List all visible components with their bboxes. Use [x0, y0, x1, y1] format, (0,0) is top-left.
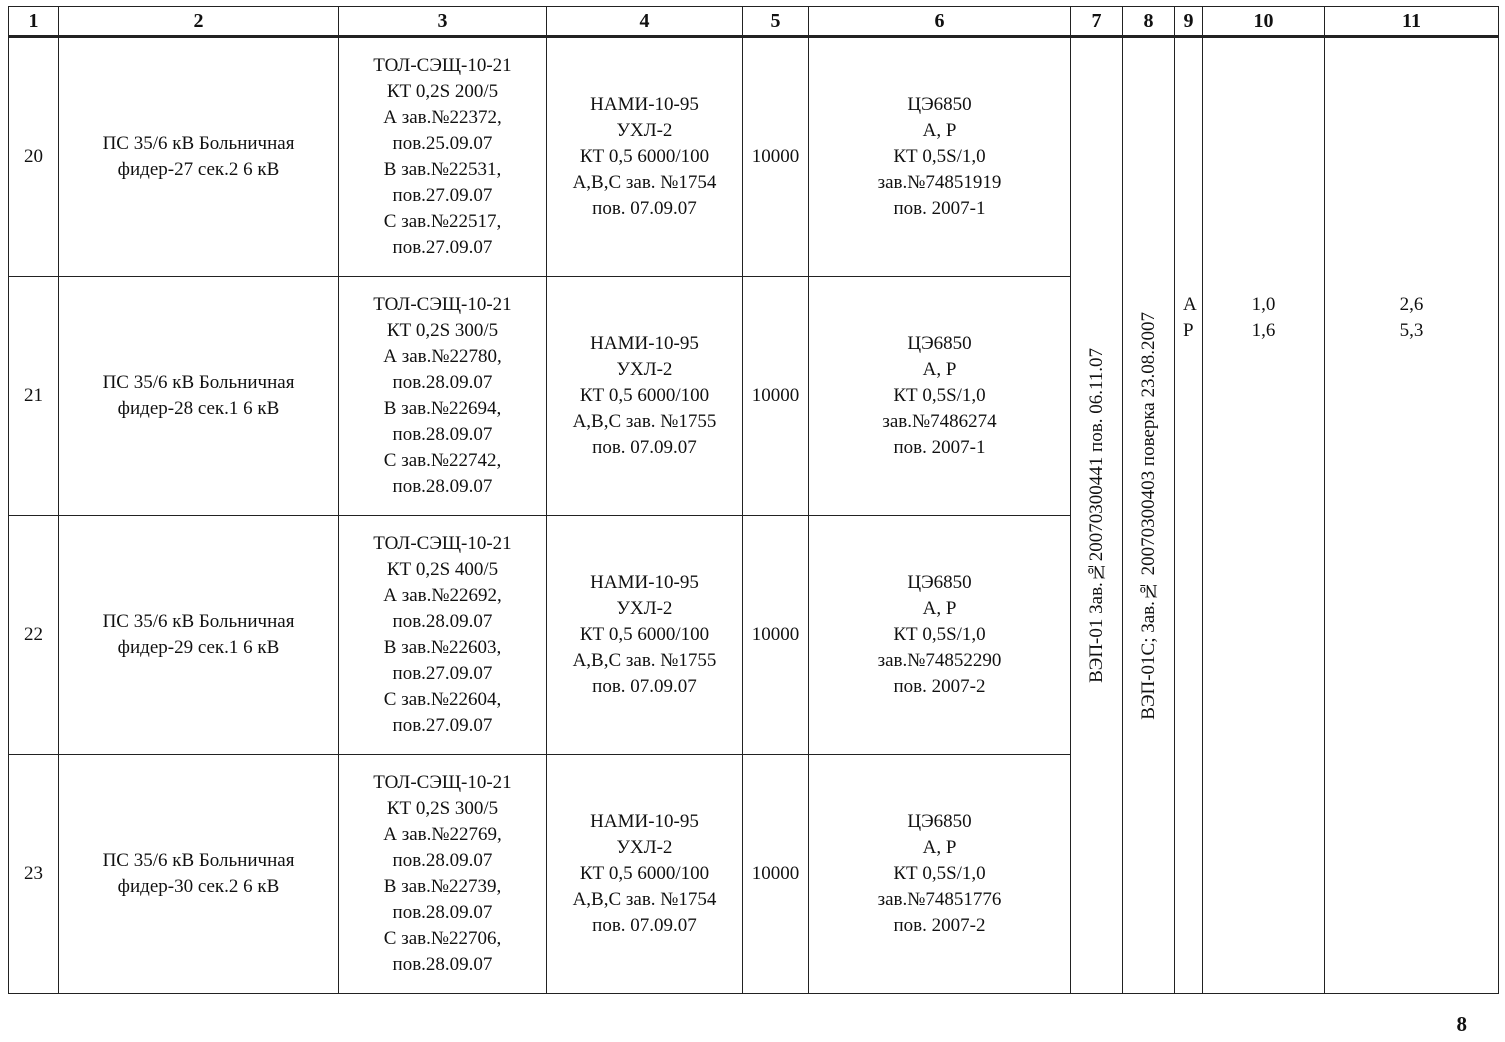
- current-transformer-line: С зав.№22706,: [383, 928, 502, 949]
- meter-info-line: зав.№74851919: [877, 172, 1002, 193]
- voltage-transformer-line: НАМИ-10-95: [590, 811, 699, 832]
- page-number: 8: [1456, 1012, 1467, 1036]
- header-col-5: 5: [743, 7, 809, 37]
- device-8-cell: [1123, 37, 1175, 994]
- meter-info-line: А, Р: [922, 359, 957, 380]
- meter-info-line: зав.№7486274: [882, 411, 997, 432]
- meter-info-line: КТ 0,5S/1,0: [893, 863, 986, 884]
- header-col-7: 7: [1071, 7, 1123, 37]
- current-transformer-line: КТ 0,2S 300/5: [386, 798, 499, 819]
- meter-info-line: КТ 0,5S/1,0: [893, 624, 986, 645]
- current-transformer-line: В зав.№22694,: [383, 398, 502, 419]
- current-transformer-line: В зав.№22739,: [383, 876, 502, 897]
- voltage-transformer: [547, 277, 743, 516]
- current-transformer-line: пов.28.09.07: [392, 850, 493, 871]
- accuracy-10-line: 1,0: [1251, 294, 1276, 315]
- current-transformer-line: пов.28.09.07: [392, 424, 493, 445]
- current-transformer-line: В зав.№22603,: [383, 637, 502, 658]
- meter-info: [809, 277, 1071, 516]
- meter-info-line: пов. 2007-2: [893, 915, 986, 936]
- current-transformer-line: пов.28.09.07: [392, 954, 493, 975]
- meter-info-line: КТ 0,5S/1,0: [893, 146, 986, 167]
- meter-info-line: А, Р: [922, 837, 957, 858]
- current-transformer-line: С зав.№22604,: [383, 689, 502, 710]
- meter-info-line: ЦЭ6850: [907, 333, 972, 354]
- voltage-transformer-line: пов. 07.09.07: [592, 676, 697, 697]
- meter-info-line: А, Р: [922, 598, 957, 619]
- object-name-line: фидер-30 сек.2 6 кВ: [117, 876, 280, 897]
- current-transformer-line: КТ 0,2S 300/5: [386, 320, 499, 341]
- row-number: 20: [9, 37, 59, 277]
- current-transformer-line: пов.28.09.07: [392, 902, 493, 923]
- coefficient: 10000: [743, 516, 809, 755]
- current-transformer-line: КТ 0,2S 400/5: [386, 559, 499, 580]
- voltage-transformer-line: УХЛ-2: [616, 598, 673, 619]
- object-name-line: фидер-28 сек.1 6 кВ: [117, 398, 280, 419]
- current-transformer-line: пов.28.09.07: [392, 611, 493, 632]
- voltage-transformer-line: КТ 0,5 6000/100: [579, 385, 710, 406]
- object-name-line: ПС 35/6 кВ Больничная: [102, 372, 295, 393]
- voltage-transformer-line: А,В,С зав. №1754: [572, 172, 717, 193]
- current-transformer-line: ТОЛ-СЭЩ-10-21: [373, 772, 512, 793]
- current-transformer-line: С зав.№22742,: [383, 450, 502, 471]
- object-name-line: ПС 35/6 кВ Больничная: [102, 133, 295, 154]
- meter-info-line: зав.№74852290: [877, 650, 1002, 671]
- voltage-transformer-line: А,В,С зав. №1755: [572, 411, 717, 432]
- device-8-text: ВЭП-01С; Зав.№ 20070300403 поверка 23.08.2007: [1137, 311, 1159, 720]
- voltage-transformer-line: пов. 07.09.07: [592, 198, 697, 219]
- accuracy-11: [1325, 37, 1499, 994]
- current-transformer-line: пов.27.09.07: [392, 237, 493, 258]
- current-transformer-line: ТОЛ-СЭЩ-10-21: [373, 294, 512, 315]
- object-name: [59, 755, 339, 994]
- current-transformer-line: А зав.№22692,: [383, 585, 502, 606]
- meter-info-line: зав.№74851776: [877, 889, 1002, 910]
- voltage-transformer-line: НАМИ-10-95: [590, 333, 699, 354]
- energy-type-line: А: [1183, 294, 1197, 315]
- current-transformer-line: А зав.№22372,: [383, 107, 502, 128]
- voltage-transformer-line: УХЛ-2: [616, 120, 673, 141]
- voltage-transformer-line: УХЛ-2: [616, 359, 673, 380]
- coefficient: 10000: [743, 277, 809, 516]
- current-transformer-line: А зав.№22769,: [383, 824, 502, 845]
- object-name-line: фидер-27 сек.2 6 кВ: [117, 159, 280, 180]
- meter-info-line: пов. 2007-2: [893, 676, 986, 697]
- meter-info-line: ЦЭ6850: [907, 94, 972, 115]
- meter-info: [809, 755, 1071, 994]
- accuracy-10: [1203, 37, 1325, 994]
- current-transformer-line: пов.28.09.07: [392, 476, 493, 497]
- meter-info-line: пов. 2007-1: [893, 198, 986, 219]
- coefficient: 10000: [743, 755, 809, 994]
- current-transformer-line: пов.27.09.07: [392, 185, 493, 206]
- header-col-10: 10: [1203, 7, 1325, 37]
- meter-info: [809, 37, 1071, 277]
- current-transformer-line: КТ 0,2S 200/5: [386, 81, 499, 102]
- header-col-2: 2: [59, 7, 339, 37]
- energy-type-line: Р: [1183, 320, 1194, 341]
- voltage-transformer-line: НАМИ-10-95: [590, 94, 699, 115]
- header-col-8: 8: [1123, 7, 1175, 37]
- voltage-transformer-line: пов. 07.09.07: [592, 915, 697, 936]
- current-transformer: [339, 277, 547, 516]
- meter-info-line: ЦЭ6850: [907, 572, 972, 593]
- meter-info-line: ЦЭ6850: [907, 811, 972, 832]
- current-transformer: [339, 37, 547, 277]
- current-transformer-line: В зав.№22531,: [383, 159, 502, 180]
- voltage-transformer-line: А,В,С зав. №1754: [572, 889, 717, 910]
- header-col-9: 9: [1175, 7, 1203, 37]
- device-7-text: ВЭП-01 Зав.№20070300441 пов. 06.11.07: [1085, 348, 1107, 683]
- current-transformer-line: пов.27.09.07: [392, 715, 493, 736]
- header-col-3: 3: [339, 7, 547, 37]
- voltage-transformer-line: пов. 07.09.07: [592, 437, 697, 458]
- object-name: [59, 277, 339, 516]
- header-col-6: 6: [809, 7, 1071, 37]
- row-number: 21: [9, 277, 59, 516]
- voltage-transformer-line: УХЛ-2: [616, 837, 673, 858]
- coefficient: 10000: [743, 37, 809, 277]
- current-transformer-line: ТОЛ-СЭЩ-10-21: [373, 55, 512, 76]
- object-name-line: ПС 35/6 кВ Больничная: [102, 611, 295, 632]
- table-row: [9, 37, 1499, 277]
- voltage-transformer-line: НАМИ-10-95: [590, 572, 699, 593]
- voltage-transformer: [547, 37, 743, 277]
- row-number: 22: [9, 516, 59, 755]
- row-number: 23: [9, 755, 59, 994]
- meter-info-line: КТ 0,5S/1,0: [893, 385, 986, 406]
- current-transformer: [339, 516, 547, 755]
- object-name-line: фидер-29 сек.1 6 кВ: [117, 637, 280, 658]
- voltage-transformer-line: КТ 0,5 6000/100: [579, 146, 710, 167]
- meter-info: [809, 516, 1071, 755]
- current-transformer-line: пов.25.09.07: [392, 133, 493, 154]
- voltage-transformer-line: КТ 0,5 6000/100: [579, 863, 710, 884]
- accuracy-11-line: 5,3: [1399, 320, 1424, 341]
- current-transformer: [339, 755, 547, 994]
- accuracy-10-line: 1,6: [1251, 320, 1276, 341]
- meter-info-line: А, Р: [922, 120, 957, 141]
- header-col-11: 11: [1325, 7, 1499, 37]
- voltage-transformer: [547, 516, 743, 755]
- current-transformer-line: А зав.№22780,: [383, 346, 502, 367]
- current-transformer-line: ТОЛ-СЭЩ-10-21: [373, 533, 512, 554]
- current-transformer-line: пов.28.09.07: [392, 372, 493, 393]
- current-transformer-line: С зав.№22517,: [383, 211, 502, 232]
- accuracy-11-line: 2,6: [1399, 294, 1424, 315]
- object-name-line: ПС 35/6 кВ Больничная: [102, 850, 295, 871]
- voltage-transformer: [547, 755, 743, 994]
- voltage-transformer-line: КТ 0,5 6000/100: [579, 624, 710, 645]
- header-row: [9, 7, 1499, 37]
- energy-type: [1175, 37, 1203, 994]
- object-name: [59, 516, 339, 755]
- object-name: [59, 37, 339, 277]
- header-col-4: 4: [547, 7, 743, 37]
- voltage-transformer-line: А,В,С зав. №1755: [572, 650, 717, 671]
- device-7-cell: [1071, 37, 1123, 994]
- header-col-1: 1: [9, 7, 59, 37]
- meter-info-line: пов. 2007-1: [893, 437, 986, 458]
- measurement-table: [8, 6, 1499, 994]
- current-transformer-line: пов.27.09.07: [392, 663, 493, 684]
